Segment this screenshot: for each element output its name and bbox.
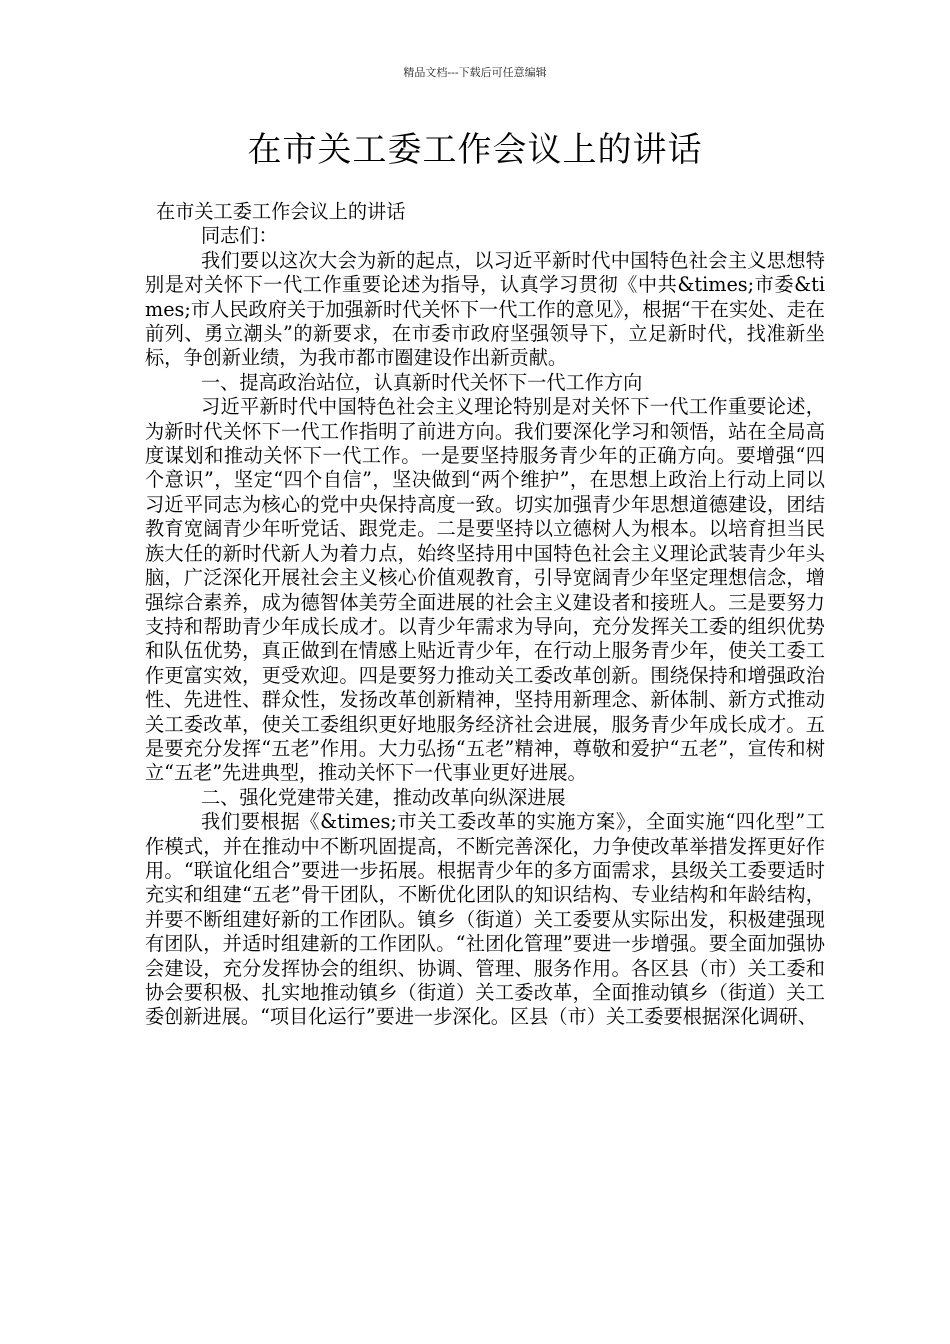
document-subtitle: 在市关工委工作会议上的讲话 [156, 200, 406, 223]
section-heading-2: 二、强化党建带关建，推动改革向纵深进展 [201, 785, 566, 809]
section-heading-1: 一、提高政治站位，认真新时代关怀下一代工作方向 [201, 370, 643, 394]
paragraph-intro: 我们要以这次大会为新的起点，以习近平新时代中国特色社会主义思想特别是对关怀下一代工作重要论述为指导，认真学习贯彻《中共&times;市委&times;市人民政府关于加强新时代关怀下一代工作的意见》，根据“干在实处、走在前列、勇立潮头”的新要求，在市委市政府坚强领导下，立足新时代，找准新坐标，争创新业绩，为我市都市圈建设作出新贡献。 [145, 248, 825, 370]
paragraph-section-1: 习近平新时代中国特色社会主义理论特别是对关怀下一代工作重要论述，为新时代关怀下一代工作指明了前进方向。我们要深化学习和领悟，站在全局高度谋划和推动关怀下一代工作。一是要坚持服务青少年的正确方向。要增强“四个意识”，坚定“四个自信”，坚决做到“两个维护”，在思想上政治上行动上同以习近平同志为核心的党中央保持高度一致。切实加强青少年思想道德建设，团结教育宽阔青少年听党话、跟党走。二是要坚持以立德树人为根本。以培育担当民族大任的新时代新人为着力点，始终坚持用中国特色社会主义理论武装青少年头脑，广泛深化开展社会主义核心价值观教育，引导宽阔青少年坚定理想信念，增强综合素养，成为德智体美劳全面进展的社会主义建设者和接班人。三是要努力支持和帮助青少年成长成才。以青少年需求为导向，充分发挥关工委的组织优势和队伍优势，真正做到在情感上贴近青少年，在行动上服务青少年，使关工委工作更富实效，更受欢迎。四是要努力推动关工委改革创新。围绕保持和增强政治性、先进性、群众性，发扬改革创新精神，坚持用新理念、新体制、新方式推动关工委改革，使关工委组织更好地服务经济社会进展，服务青少年成长成才。五是要充分发挥“五老”作用。大力弘扬“五老”精神，尊敬和爱护“五老”，宣传和树立“五老”先进典型，推动关怀下一代事业更好进展。 [145, 395, 825, 785]
page-header: 精品文档---下载后可任意编辑 [403, 66, 547, 79]
salutation: 同志们： [201, 224, 278, 248]
document-body [145, 200, 825, 1030]
paragraph-section-2: 我们要根据《&times;市关工委改革的实施方案》，全面实施“四化型”工作模式，并在推动中不断巩固提高，不断完善深化，力争使改革举措发挥更好作用。“联谊化组合”要进一步拓展。根据青少年的多方面需求，县级关工委要适时充实和组建“五老”骨干团队，不断优化团队的知识结构、专业结构和年龄结构，并要不断组建好新的工作团队。镇乡（街道）关工委要从实际出发，积极建强现有团队，并适时组建新的工作团队。“社团化管理”要进一步增强。要全面加强协会建设，充分发挥协会的组织、协调、管理、服务作用。各区县（市）关工委和协会要积极、扎实地推动镇乡（街道）关工委改革，全面推动镇乡（街道）关工委创新进展。“项目化运行”要进一步深化。区县（市）关工委要根据深化调研、 [145, 810, 825, 1029]
document-title: 在市关工委工作会议上的讲话 [247, 130, 703, 170]
